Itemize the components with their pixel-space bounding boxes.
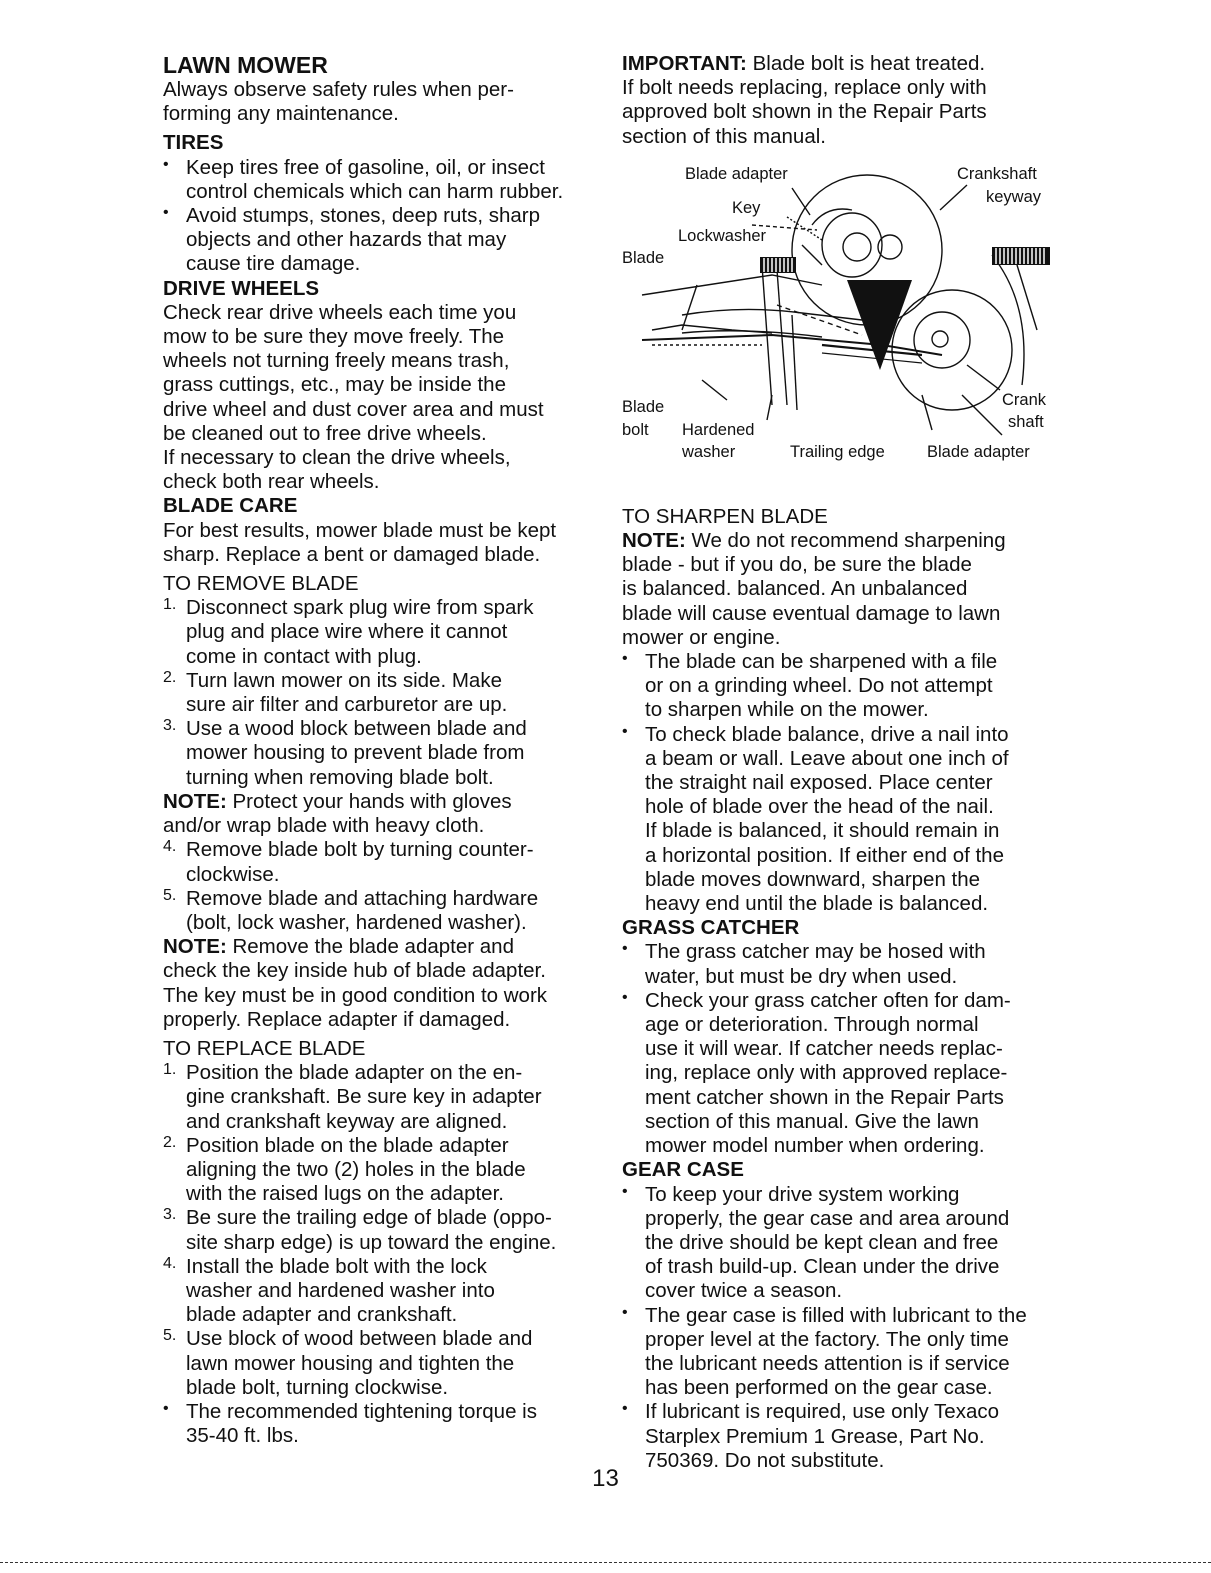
step-number: 5. bbox=[163, 1327, 177, 1345]
step-number: 2. bbox=[163, 1133, 177, 1151]
text-line: sharp. Replace a bent or damaged blade. bbox=[163, 542, 541, 566]
text-line: Avoid stumps, stones, deep ruts, sharp bbox=[186, 204, 541, 228]
label-trailing-edge: Trailing edge bbox=[790, 442, 885, 461]
bullet: • bbox=[163, 155, 169, 173]
list-item bbox=[163, 596, 603, 669]
text-line: blade moves downward, sharpen the bbox=[645, 867, 981, 891]
remove-blade-heading: TO REMOVE BLADE bbox=[163, 572, 359, 596]
text-line: Turn lawn mower on its side. Make bbox=[186, 668, 502, 692]
text-line: wheels not turning freely means trash, bbox=[163, 349, 510, 373]
important-line bbox=[622, 52, 1052, 76]
text-span: Protect your hands with gloves bbox=[226, 789, 512, 813]
text-line: clockwise. bbox=[186, 862, 280, 886]
note-label: NOTE: bbox=[163, 935, 227, 959]
step-number: 4. bbox=[163, 1254, 177, 1272]
text-line: Position blade on the blade adapter bbox=[186, 1133, 509, 1157]
bullet: • bbox=[622, 940, 628, 958]
text-line: check the key inside hub of blade adapter. bbox=[163, 959, 546, 983]
step-number: 5. bbox=[163, 886, 177, 904]
intro-line: Always observe safety rules when per- bbox=[163, 78, 514, 101]
text-line: has been performed on the gear case. bbox=[645, 1376, 993, 1400]
text-line: Starplex Premium 1 Grease, Part No. bbox=[645, 1424, 985, 1448]
text-line: The grass catcher may be hosed with bbox=[645, 940, 986, 964]
note-line bbox=[622, 529, 1052, 553]
text-line: hole of blade over the head of the nail. bbox=[645, 795, 994, 819]
text-line: blade adapter and crankshaft. bbox=[186, 1303, 458, 1327]
text-line: If lubricant is required, use only Texaco bbox=[645, 1400, 1000, 1424]
note-line bbox=[163, 790, 603, 814]
text-line: Remove blade and attaching hardware bbox=[186, 886, 539, 910]
label-keyway: keyway bbox=[986, 187, 1042, 206]
text-line: If bolt needs replacing, replace only with bbox=[622, 76, 987, 100]
bullet: • bbox=[622, 1182, 628, 1200]
gear-case-heading: GEAR CASE bbox=[622, 1158, 744, 1182]
list-item bbox=[622, 1183, 1052, 1304]
bullet: • bbox=[622, 722, 628, 740]
list-item bbox=[163, 887, 603, 935]
list-item bbox=[163, 669, 603, 717]
text-line: For best results, mower blade must be kept bbox=[163, 518, 557, 542]
label-hardened: Hardened bbox=[682, 420, 755, 439]
list-item bbox=[622, 940, 1052, 988]
label-blade-top: Blade bbox=[622, 248, 665, 267]
step-number: 3. bbox=[163, 717, 177, 735]
list-item bbox=[163, 717, 603, 790]
list-item bbox=[163, 1134, 603, 1207]
text-line: The blade can be sharpened with a file bbox=[645, 650, 998, 674]
text-line: aligning the two (2) holes in the blade bbox=[186, 1157, 526, 1181]
text-line: come in contact with plug. bbox=[186, 644, 422, 668]
text-line: objects and other hazards that may bbox=[186, 228, 507, 252]
list-item bbox=[622, 723, 1052, 917]
text-line: or on a grinding wheel. Do not attempt bbox=[645, 674, 993, 698]
text-line: properly. Replace adapter if damaged. bbox=[163, 1007, 511, 1031]
text-line: water, but must be dry when used. bbox=[645, 964, 958, 988]
bullet: • bbox=[622, 988, 628, 1006]
section-title: LAWN MOWER bbox=[163, 52, 328, 78]
text-line: washer and hardened washer into bbox=[186, 1278, 495, 1302]
text-line: the lubricant needs attention is if service bbox=[645, 1351, 1010, 1375]
label-crank: Crank bbox=[1002, 390, 1047, 409]
blade-assembly-diagram bbox=[622, 155, 1052, 495]
text-line: sure air filter and carburetor are up. bbox=[186, 693, 508, 717]
list-item bbox=[163, 1206, 603, 1254]
step-number: 3. bbox=[163, 1206, 177, 1224]
text-span: Remove the blade adapter and bbox=[226, 935, 514, 959]
left-column bbox=[163, 52, 603, 1448]
text-line: Use a wood block between blade and bbox=[186, 717, 527, 741]
text-line: turning when removing blade bolt. bbox=[186, 765, 494, 789]
text-line: Disconnect spark plug wire from spark bbox=[186, 596, 534, 620]
right-column bbox=[622, 52, 1052, 1473]
text-line: the drive should be kept clean and free bbox=[645, 1230, 999, 1254]
label-lockwasher: Lockwasher bbox=[678, 226, 767, 245]
text-line: 35-40 ft. lbs. bbox=[186, 1424, 299, 1448]
text-line: If necessary to clean the drive wheels, bbox=[163, 446, 511, 470]
list-item bbox=[622, 1304, 1052, 1401]
bullet: • bbox=[163, 204, 169, 222]
step-number: 2. bbox=[163, 668, 177, 686]
drive-wheels-heading: DRIVE WHEELS bbox=[163, 276, 320, 300]
text-line: (bolt, lock washer, hardened washer). bbox=[186, 910, 527, 934]
text-line: control chemicals which can harm rubber. bbox=[186, 179, 564, 203]
step-number: 1. bbox=[163, 596, 177, 614]
step-number: 1. bbox=[163, 1061, 177, 1079]
text-line: age or deterioration. Through normal bbox=[645, 1013, 979, 1037]
label-bolt: bolt bbox=[622, 420, 649, 439]
text-line: Check rear drive wheels each time you bbox=[163, 300, 517, 324]
text-line: Check your grass catcher often for dam- bbox=[645, 988, 1011, 1012]
grass-catcher-heading: GRASS CATCHER bbox=[622, 916, 800, 940]
text-line: blade bolt, turning clockwise. bbox=[186, 1375, 449, 1399]
label-blade-bottom: Blade bbox=[622, 397, 665, 416]
important-label: IMPORTANT: bbox=[622, 52, 747, 75]
bullet: • bbox=[622, 1303, 628, 1321]
text-line: the straight nail exposed. Place center bbox=[645, 771, 993, 795]
text-line: mower housing to prevent blade from bbox=[186, 741, 525, 765]
label-blade-adapter-bottom: Blade adapter bbox=[927, 442, 1030, 461]
text-line: Be sure the trailing edge of blade (oppo- bbox=[186, 1206, 552, 1230]
text-line: ment catcher shown in the Repair Parts bbox=[645, 1085, 1004, 1109]
text-line: If blade is balanced, it should remain in bbox=[645, 819, 1000, 843]
text-line: plug and place wire where it cannot bbox=[186, 620, 508, 644]
tires-heading: TIRES bbox=[163, 131, 224, 155]
text-line: mower model number when ordering. bbox=[645, 1134, 985, 1158]
text-line: to sharpen while on the mower. bbox=[645, 698, 929, 722]
text-line: check both rear wheels. bbox=[163, 470, 380, 494]
bullet: • bbox=[622, 1400, 628, 1418]
replace-blade-heading: TO REPLACE BLADE bbox=[163, 1036, 366, 1060]
text-line: approved bolt shown in the Repair Parts bbox=[622, 100, 987, 124]
bottom-rule bbox=[0, 1562, 1211, 1563]
text-line: is balanced. balanced. An unbalanced bbox=[622, 577, 968, 601]
text-line: blade - but if you do, be sure the blade bbox=[622, 553, 972, 577]
text-line: with the raised lugs on the adapter. bbox=[186, 1182, 504, 1206]
step-number: 4. bbox=[163, 838, 177, 856]
list-item bbox=[163, 204, 603, 277]
text-line: gine crankshaft. Be sure key in adapter bbox=[186, 1085, 542, 1109]
text-line: be cleaned out to free drive wheels. bbox=[163, 421, 487, 445]
label-key: Key bbox=[732, 198, 761, 217]
text-line: cause tire damage. bbox=[186, 252, 361, 276]
label-washer: washer bbox=[682, 442, 736, 461]
text-line: mow to be sure they move freely. The bbox=[163, 325, 505, 349]
label-blade-adapter: Blade adapter bbox=[685, 164, 788, 183]
blade-care-heading: BLADE CARE bbox=[163, 494, 298, 518]
text-line: lawn mower housing and tighten the bbox=[186, 1351, 515, 1375]
text-line: The recommended tightening torque is bbox=[186, 1399, 537, 1423]
text-line: To keep your drive system working bbox=[645, 1182, 960, 1206]
text-span: Blade bolt is heat treated. bbox=[746, 52, 986, 75]
note-label: NOTE: bbox=[622, 529, 686, 553]
text-line: The gear case is filled with lubricant to the bbox=[645, 1303, 1027, 1327]
text-line: section of this manual. bbox=[622, 124, 826, 148]
list-item bbox=[622, 989, 1052, 1158]
text-line: a horizontal position. If either end of the bbox=[645, 843, 1004, 867]
text-line: cover twice a season. bbox=[645, 1279, 843, 1303]
text-line: heavy end until the blade is balanced. bbox=[645, 892, 989, 916]
text-line: Use block of wood between blade and bbox=[186, 1327, 533, 1351]
text-line: blade will cause eventual damage to lawn bbox=[622, 601, 1001, 625]
list-item bbox=[163, 838, 603, 886]
text-line: Install the blade bolt with the lock bbox=[186, 1254, 487, 1278]
text-line: Position the blade adapter on the en- bbox=[186, 1061, 523, 1085]
text-line: and/or wrap blade with heavy cloth. bbox=[163, 814, 485, 838]
list-item bbox=[163, 1255, 603, 1328]
label-crankshaft: Crankshaft bbox=[957, 164, 1037, 183]
text-line: properly, the gear case and area around bbox=[645, 1206, 1010, 1230]
note-label: NOTE: bbox=[163, 789, 227, 813]
note-line bbox=[163, 935, 603, 959]
text-line: mower or engine. bbox=[622, 625, 781, 649]
text-line: use it will wear. If catcher needs replac- bbox=[645, 1037, 1003, 1061]
text-line: drive wheel and dust cover area and must bbox=[163, 397, 544, 421]
text-line: and crankshaft keyway are aligned. bbox=[186, 1109, 508, 1133]
text-line: a beam or wall. Leave about one inch of bbox=[645, 746, 1009, 770]
text-line: Remove blade bolt by turning counter- bbox=[186, 838, 534, 862]
list-item bbox=[622, 650, 1052, 723]
list-item bbox=[163, 1400, 603, 1448]
text-line: The key must be in good condition to work bbox=[163, 983, 548, 1007]
text-line: proper level at the factory. The only time bbox=[645, 1327, 1009, 1351]
text-line: of trash build-up. Clean under the drive bbox=[645, 1255, 1000, 1279]
list-item bbox=[622, 1400, 1052, 1473]
list-item bbox=[163, 1061, 603, 1134]
bullet: • bbox=[163, 1399, 169, 1417]
text-line: grass cuttings, etc., may be inside the bbox=[163, 373, 506, 397]
text-line: To check blade balance, drive a nail into bbox=[645, 722, 1009, 746]
text-line: section of this manual. Give the lawn bbox=[645, 1109, 979, 1133]
list-item bbox=[163, 156, 603, 204]
intro-line: forming any maintenance. bbox=[163, 102, 399, 126]
text-line: Keep tires free of gasoline, oil, or insect bbox=[186, 155, 545, 179]
list-item bbox=[163, 1327, 603, 1400]
text-line: site sharp edge) is up toward the engine. bbox=[186, 1230, 557, 1254]
text-line: ing, replace only with approved replace- bbox=[645, 1061, 1008, 1085]
text-span: We do not recommend sharpening bbox=[685, 529, 1006, 553]
label-shaft: shaft bbox=[1008, 412, 1044, 431]
page-number: 13 bbox=[592, 1465, 619, 1492]
bullet: • bbox=[622, 650, 628, 668]
sharpen-blade-heading: TO SHARPEN BLADE bbox=[622, 504, 828, 528]
text-line: 750369. Do not substitute. bbox=[645, 1448, 885, 1472]
